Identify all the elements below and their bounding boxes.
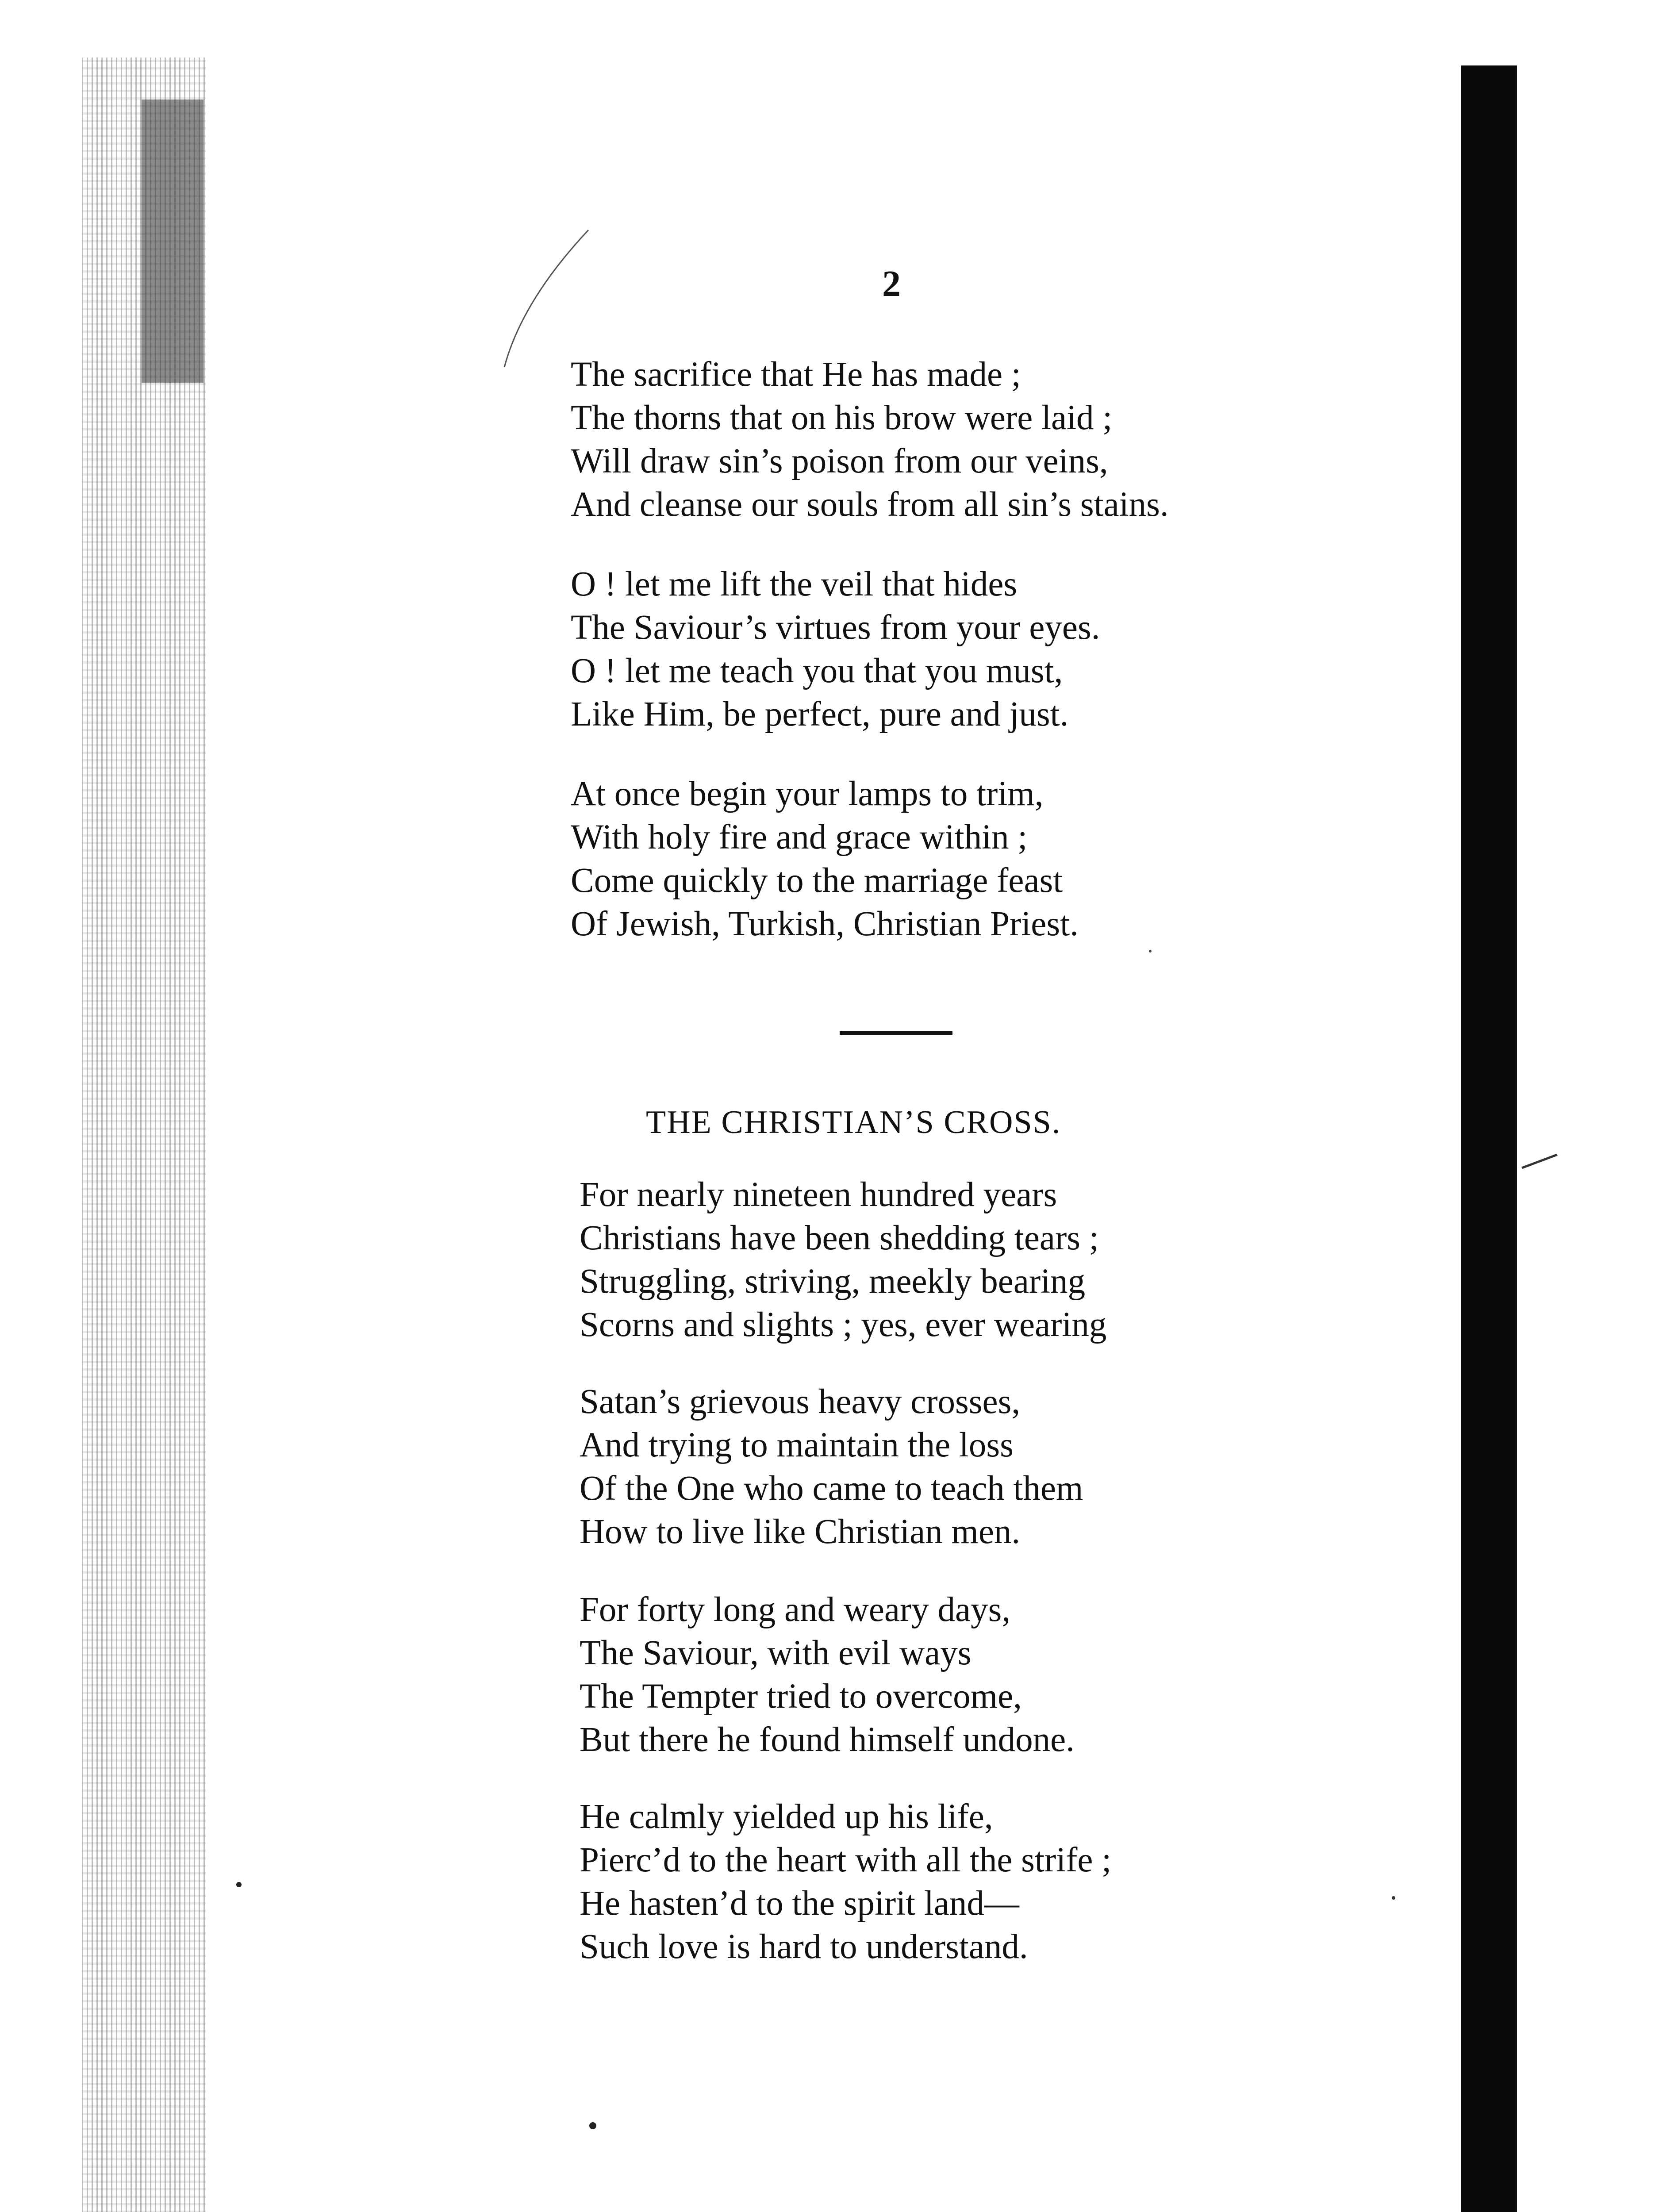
stanza-2: [571, 563, 1100, 736]
speck: [589, 2122, 596, 2129]
stanza-4: [580, 1173, 1106, 1347]
verse-line: The thorns that on his brow were laid ;: [571, 399, 1113, 437]
verse-line: At once begin your lamps to trim,: [571, 775, 1044, 813]
verse-line: Of the One who came to teach them: [580, 1469, 1083, 1508]
verse-line: Come quickly to the marriage feast: [571, 861, 1063, 900]
verse-line: Pierc’d to the heart with all the strife ;: [580, 1841, 1112, 1879]
verse-line: O ! let me teach you that you must,: [571, 652, 1063, 690]
section-divider: [840, 1031, 952, 1035]
stanza-5: [580, 1380, 1083, 1554]
speck: [1392, 1896, 1395, 1900]
verse-line: He calmly yielded up his life,: [580, 1797, 993, 1836]
speck: [1149, 950, 1152, 952]
verse-line: Will draw sin’s poison from our veins,: [571, 442, 1108, 480]
verse-line: Christians have been shedding tears ;: [580, 1219, 1099, 1257]
stanza-3: [571, 772, 1079, 946]
verse-line: The sacrifice that He has made ;: [571, 355, 1021, 394]
stray-mark: [1522, 1155, 1557, 1168]
verse-line: Scorns and slights ; yes, ever wearing: [580, 1306, 1107, 1344]
verse-line: He hasten’d to the spirit land—: [580, 1884, 1019, 1923]
section-title: THE CHRISTIAN’S CROSS.: [646, 1104, 1061, 1141]
stanza-7: [580, 1795, 1111, 1969]
verse-line: Satan’s grievous heavy crosses,: [580, 1382, 1021, 1421]
verse-line: But there he found himself undone.: [580, 1720, 1075, 1759]
verse-line: For nearly nineteen hundred years: [580, 1175, 1057, 1214]
verse-line: The Tempter tried to overcome,: [580, 1677, 1022, 1716]
verse-line: Like Him, be perfect, pure and just.: [571, 695, 1069, 733]
verse-line: Of Jewish, Turkish, Christian Priest.: [571, 905, 1079, 943]
verse-line: Struggling, striving, meekly bearing: [580, 1262, 1086, 1301]
stanza-1: [571, 353, 1169, 526]
scan-binding-shadow: [142, 100, 204, 383]
scan-right-edge-bar: [1461, 65, 1517, 2212]
speck: [236, 1882, 242, 1887]
pencil-stroke-mark: [504, 230, 588, 367]
verse-line: With holy fire and grace within ;: [571, 818, 1028, 856]
verse-line: The Saviour, with evil ways: [580, 1634, 971, 1672]
verse-line: And trying to maintain the loss: [580, 1426, 1014, 1464]
verse-line: How to live like Christian men.: [580, 1513, 1021, 1551]
verse-line: The Saviour’s virtues from your eyes.: [571, 608, 1100, 647]
stanza-6: [580, 1588, 1075, 1762]
verse-line: O ! let me lift the veil that hides: [571, 565, 1018, 603]
verse-line: And cleanse our souls from all sin’s stains.: [571, 485, 1169, 524]
verse-line: Such love is hard to understand.: [580, 1928, 1028, 1966]
page-number: 2: [882, 263, 901, 304]
verse-line: For forty long and weary days,: [580, 1590, 1011, 1629]
